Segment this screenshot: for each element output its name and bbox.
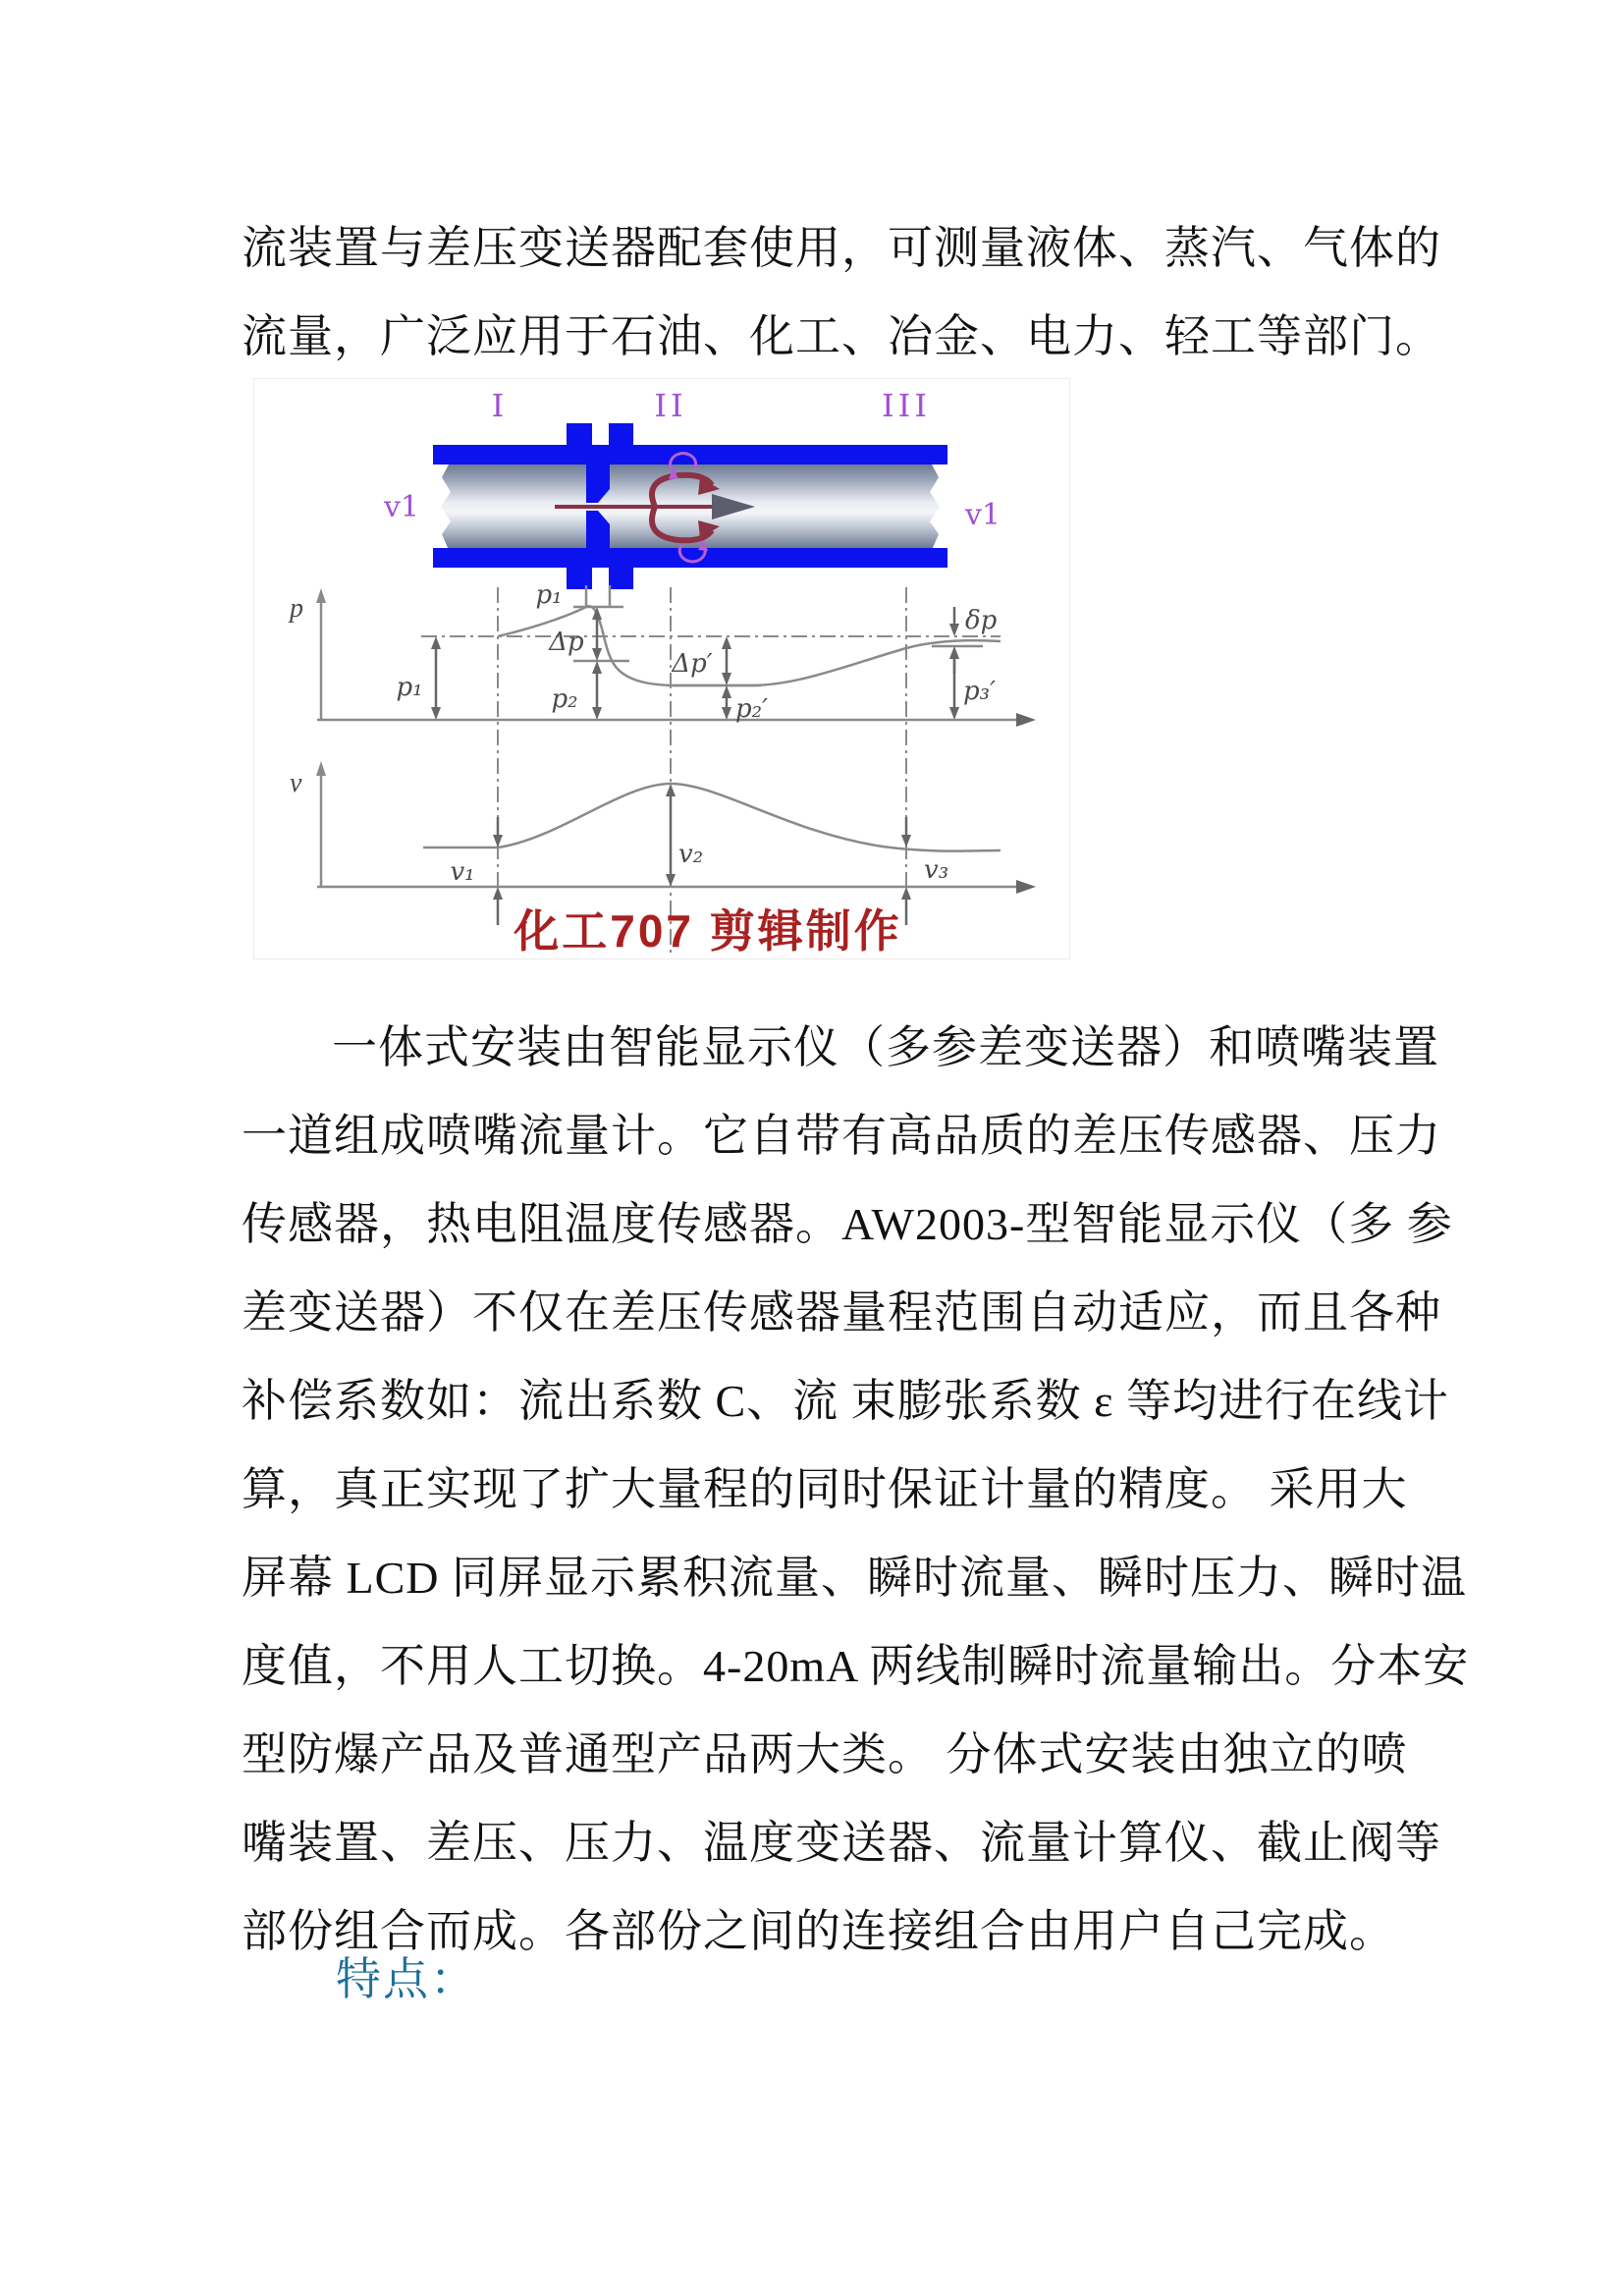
- pressure-xaxis-arrow: [1016, 713, 1036, 727]
- pressure-axis-label: p: [290, 593, 303, 624]
- v3-value-label: v₃: [924, 855, 949, 885]
- pipe: [383, 423, 1001, 589]
- p1-top-label: p₁: [535, 580, 563, 610]
- intro-line-1: 流装置与差压变送器配套使用，可测量液体、蒸汽、气体的: [242, 223, 1441, 273]
- body-line-3: 传感器，热电阻温度传感器。AW2003-型智能显示仪（多 参: [242, 1199, 1453, 1249]
- v2-value-label: v₂: [678, 840, 704, 869]
- body-line-4: 差变送器）不仅在差压传感器量程范围自动适应，而且各种: [242, 1287, 1441, 1338]
- p2-prime-label: p₂′: [735, 694, 768, 724]
- velocity-labels: [450, 840, 948, 887]
- features-heading: 特点：: [336, 1954, 477, 2004]
- body-paragraph: [242, 1004, 1470, 1976]
- section-label-ii: II: [654, 387, 687, 424]
- intro-paragraph: [242, 204, 1441, 381]
- body-line-11: 部份组合而成。各部份之间的连接组合由用户自己完成。: [242, 1906, 1395, 1956]
- velocity-xaxis-arrow: [1016, 880, 1036, 894]
- body-line-5: 补偿系数如：流出系数 C、流 束膨张系数 ε 等均进行在线计: [242, 1376, 1449, 1426]
- body-line-7: 屏幕 LCD 同屏显示累积流量、瞬时流量、瞬时压力、瞬时温: [242, 1553, 1467, 1603]
- body-line-2: 一道组成喷嘴流量计。它自带有高品质的差压传感器、压力: [242, 1111, 1441, 1161]
- body-line-1: 一体式安装由智能显示仪（多参差变送器）和喷嘴装置: [332, 1022, 1439, 1072]
- v1-left-label: v1: [383, 490, 420, 524]
- pressure-axis-arrow: [316, 588, 326, 603]
- flow-diagram-figure: [253, 378, 1070, 959]
- flow-diagram-svg: [254, 379, 1069, 958]
- velocity-axes: [317, 770, 1018, 887]
- velocity-axis-arrow: [316, 761, 326, 776]
- v1-right-label: v1: [964, 498, 1001, 532]
- p1-left-label: p₁: [396, 673, 423, 702]
- pipe-wall-bottom: [433, 548, 947, 568]
- dp-prime-label: Δp′: [672, 649, 713, 679]
- velocity-axis-label: v: [290, 768, 302, 798]
- velocity-curve: [498, 784, 1001, 851]
- delta-p-label: δp: [965, 606, 998, 635]
- p2-label: p₂: [551, 684, 578, 714]
- body-line-8: 度值，不用人工切换。4-20mA 两线制瞬时流量输出。分本安: [242, 1641, 1470, 1691]
- figure-caption: 化工707 剪辑制作: [514, 905, 902, 957]
- dp-label: Δp: [549, 628, 584, 657]
- body-line-9: 型防爆产品及普通型产品两大类。 分体式安装由独立的喷: [242, 1729, 1408, 1779]
- body-line-6: 算，真正实现了扩大量程的同时保证计量的精度。 采用大: [242, 1464, 1408, 1514]
- p3-prime-label: p₃′: [963, 677, 996, 706]
- section-label-i: I: [491, 387, 505, 424]
- section-label-iii: III: [882, 387, 931, 424]
- v1-value-label: v₁: [450, 857, 475, 887]
- intro-line-2: 流量，广泛应用于石油、化工、冶金、电力、轻工等部门。: [242, 311, 1441, 361]
- body-line-10: 嘴装置、差压、压力、温度变送器、流量计算仪、截止阀等: [242, 1818, 1441, 1868]
